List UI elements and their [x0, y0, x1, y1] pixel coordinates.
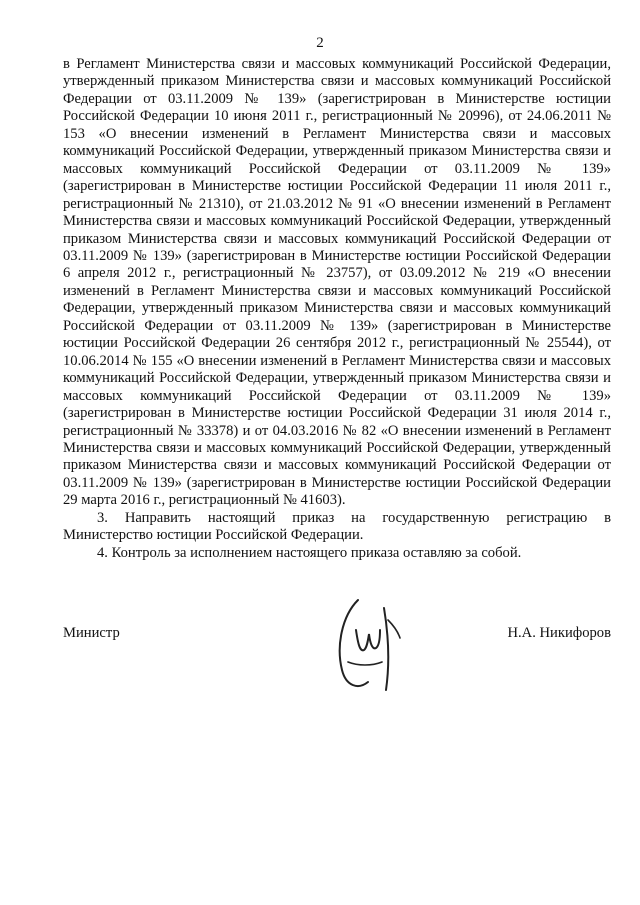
- page-number: 2: [316, 35, 324, 51]
- signature-block: [63, 624, 611, 648]
- paragraph-control-clause: 4. Контроль за исполнением настоящего приказа оставляю за собой.: [97, 544, 522, 561]
- paragraph-registration-instruction: 3. Направить настоящий приказ на государственную регистрацию в Министерство юстиции Российской Федерации.: [63, 509, 611, 544]
- signatory-position: Министр: [63, 625, 120, 641]
- signatory-name: Н.А. Никифоров: [507, 625, 611, 641]
- document-body: [63, 56, 611, 562]
- paragraph-amendments-list: в Регламент Министерства связи и массовых коммуникаций Российской Федерации, утвержденный приказом Министерства связи и массовых коммуникаций Российской Федерации от 03.11.2009 № 139» (зарегистрирован в Министерстве юстиции Российской Федерации 10 июня 2011 г., регистрационный № 20996), от 24.06.2011 № 153 «О внесении изменений в Регламент Министерства связи и массовых коммуникаций Российской Федерации, утвержденный приказом Министерства связи и массовых коммуникаций Российской Федерации от 03.11.2009 № 139» (зарегистрирован в Министерстве юстиции Российской Федерации 11 июля 2011 г., регистрационный № 21310), от 21.03.2012 № 91 «О внесении изменений в Регламент Министерства связи и массовых коммуникаций Российской Федерации, утвержденный приказом Министерства связи и массовых коммуникаций Российской Федерации от 03.11.2009 № 139» (зарегистрирован в Министерстве юстиции Российской Федерации 6 апреля 2012 г., регистрационный № 23757), от 03.09.2012 № 219 «О внесении изменений в Регламент Министерства связи и массовых коммуникаций Российской Федерации, утвержденный приказом Министерства связи и массовых коммуникаций Российской Федерации от 03.11.2009 № 139» (зарегистрирован в Министерстве юстиции Российской Федерации 26 сентября 2012 г., регистрационный № 25544), от 10.06.2014 № 155 «О внесении изменений в Регламент Министерства связи и массовых коммуникаций Российской Федерации, утвержденный приказом Министерства связи и массовых коммуникаций Российской Федерации от 03.11.2009 № 139» (зарегистрирован в Министерстве юстиции Российской Федерации 31 июля 2014 г., регистрационный № 33378) и от 04.03.2016 № 82 «О внесении изменений в Регламент Министерства связи и массовых коммуникаций Российской Федерации, утвержденный приказом Министерства связи и массовых коммуникаций Российской Федерации от 03.11.2009 № 139» (зарегистрирован в Министерстве юстиции Российской Федерации 29 марта 2016 г., регистрационный № 41603).: [63, 56, 611, 509]
